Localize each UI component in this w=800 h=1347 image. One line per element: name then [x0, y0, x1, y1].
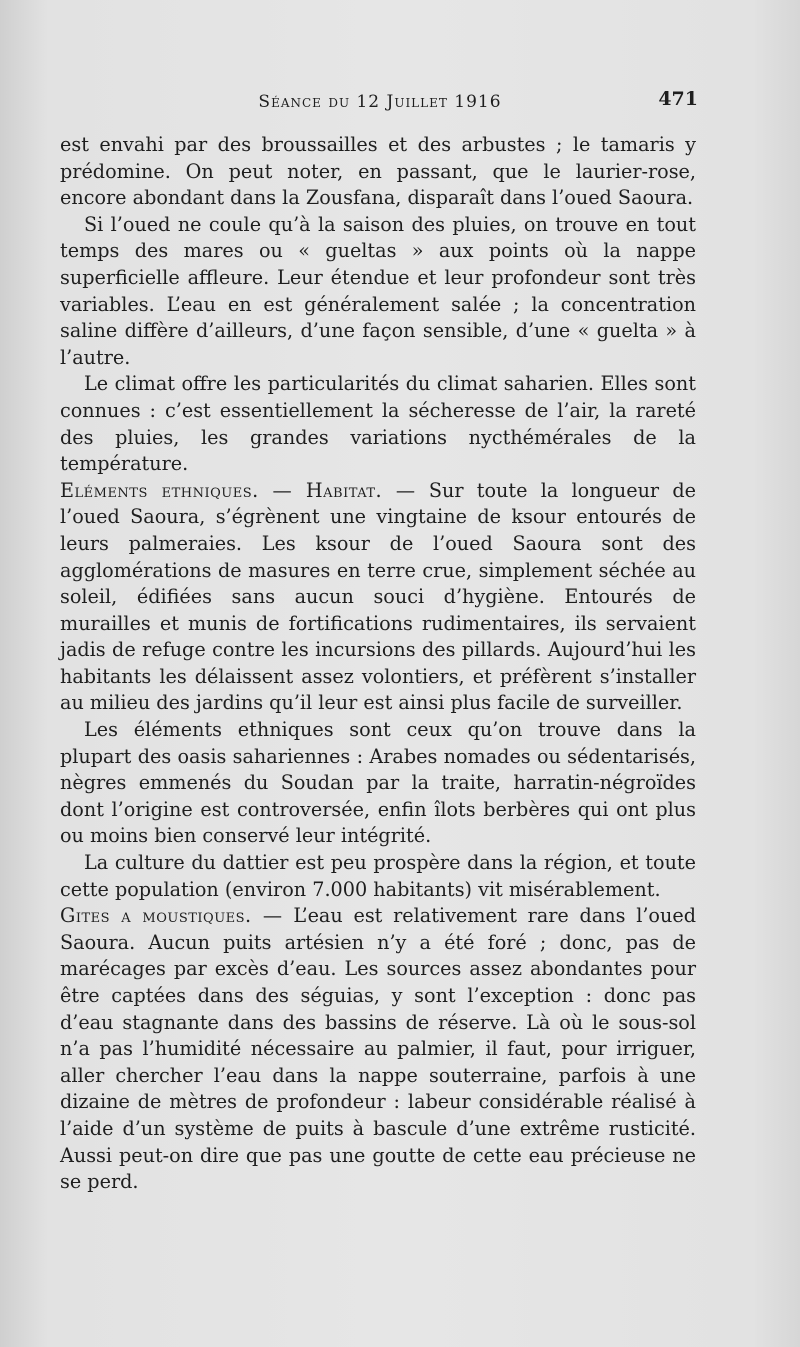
paragraph-text: Si l’oued ne coule qu’à la saison des pluies, on trouve en tout temps des mares ou « gueltas » aux points où la nappe superficielle affleure. Leur étendue et leur profondeur sont très variables. L’eau en est généralement salée ; la concentration saline diffère d’ailleurs, d’une façon sensible, d’une « guelta » à l’autre. [60, 212, 696, 369]
paragraph-climate [60, 371, 696, 477]
body-text [60, 132, 696, 1196]
paragraph-text: Le climat offre les particularités du climat saharien. Elles sont connues : c’est essentiellement la sécheresse de l’air, la rareté des pluies, les grandes variations nycthémérales de la température. [60, 372, 696, 476]
page-number: 471 [658, 88, 698, 110]
paragraph-text: est envahi par des broussailles et des arbustes ; le tamaris y prédomine. On peut noter, en passant, que le laurier-rose, encore abondant dans la Zousfana, disparaît dans l’oued Saoura. [60, 133, 696, 210]
running-title: Séance du 12 Juillet 1916 [258, 92, 502, 112]
paragraph-ethnic-habitat [60, 478, 696, 717]
paragraph-gueltas [60, 212, 696, 372]
paragraph-text: La culture du dattier est peu prospère dans la région, et toute cette population (environ 7.000 habitants) vit misérablement. [60, 851, 696, 901]
section-heading: Gites a moustiques. — [60, 904, 283, 928]
paragraph-continuation [60, 132, 696, 212]
running-head [60, 88, 700, 118]
paragraph-text: Sur toute la longueur de l’oued Saoura, s’égrènent une vingtaine de ksour entourés de leurs palmeraies. Les ksour de l’oued Saoura sont des agglomérations de masures en terre crue, simplement séchée au soleil, édifiées sans aucun souci d’hygiène. Entourés de murailles et munis de fortifications rudimentaires, ils servaient jadis de refuge contre les incursions des pillards. Aujourd’hui les habitants les délaissent assez volontiers, et préfèrent s’installer au milieu des jardins qu’il leur est ainsi plus facile de surveiller. [60, 478, 696, 715]
paragraph-text: Les éléments ethniques sont ceux qu’on trouve dans la plupart des oasis sahariennes : Arabes nomades ou sédentarisés, nègres emmenés du Soudan par la traite, harratin-négroïdes dont l’origine est controversée, enfin îlots berbères qui ont plus ou moins bien conservé leur intégrité. [60, 718, 696, 848]
paragraph-mosquito-sites [60, 903, 696, 1196]
section-heading: Eléments ethniques. — Habitat. — [60, 478, 416, 502]
paragraph-text: L’eau est relativement rare dans l’oued Saoura. Aucun puits artésien n’y a été foré ; donc, pas de marécages par excès d’eau. Les sources assez abondantes pour être captées dans des séguias, y sont l’exception : donc pas d’eau stagnante dans des bassins de réserve. Là où le sous-sol n’a pas l’humidité nécessaire au palmier, il faut, pour irriguer, aller chercher l’eau dans la nappe souterraine, parfois à une dizaine de mètres de profondeur : labeur considérable réalisé à l’aide d’un système de puits à bascule d’une extrême rusticité. Aussi peut-on dire que pas une goutte de cette eau précieuse ne se perd. [60, 904, 696, 1194]
paragraph-date-palm [60, 850, 696, 903]
paragraph-ethnic-groups [60, 717, 696, 850]
